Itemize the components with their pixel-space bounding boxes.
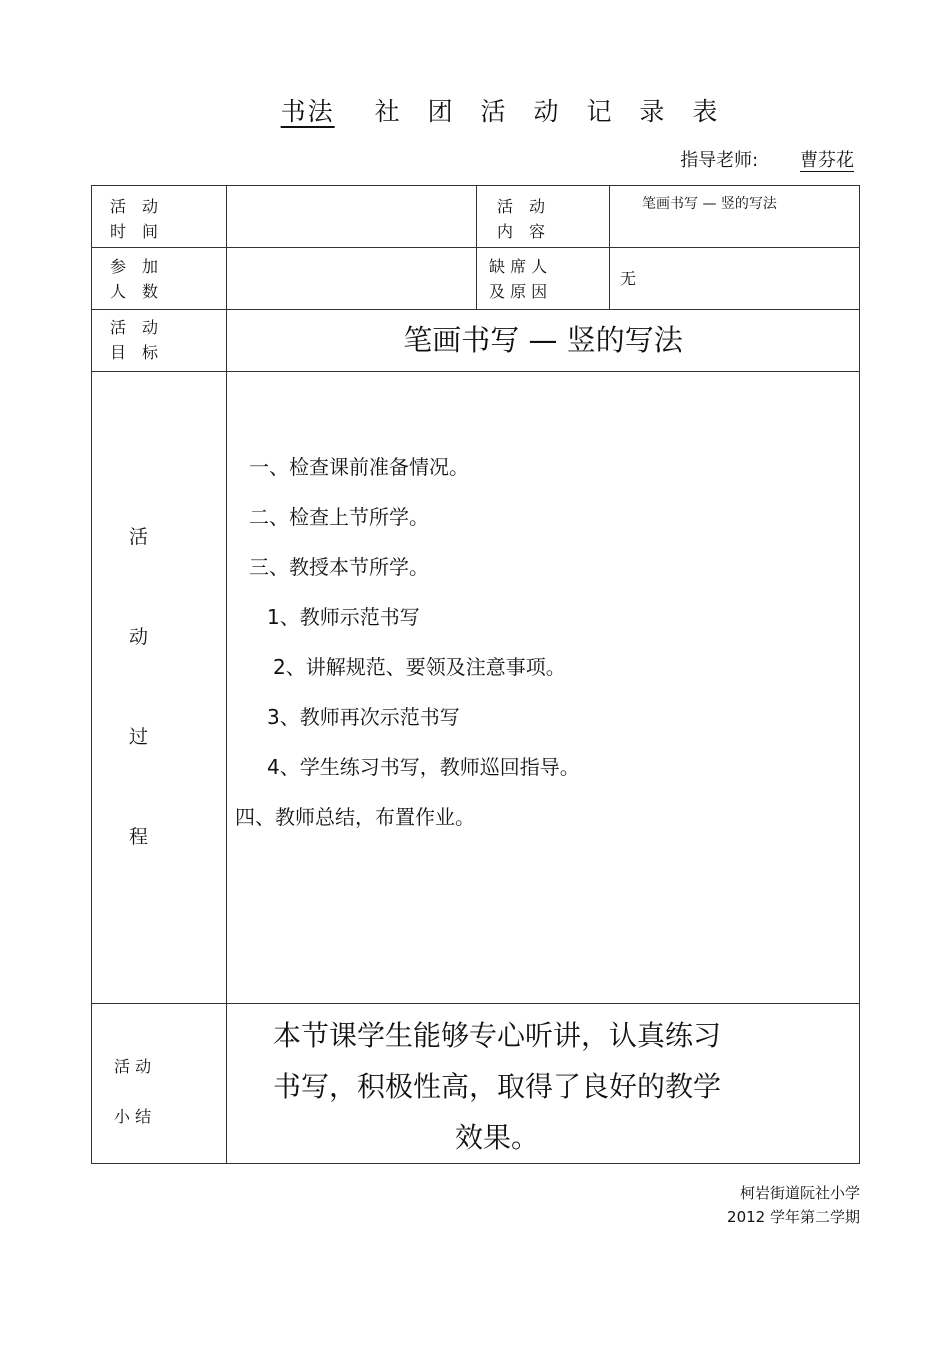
school-name: 柯岩街道阮社小学 xyxy=(739,1184,860,1202)
summary-text-cell xyxy=(227,1004,860,1164)
summary-label-line2: 小 结 xyxy=(114,1107,152,1126)
participants-label-line1: 参 加 xyxy=(110,257,159,276)
record-table xyxy=(91,185,860,1164)
process-step: 四、教师总结，布置作业。 xyxy=(235,805,475,829)
absent-label-line2: 及 原 因 xyxy=(489,282,548,301)
process-steps-cell xyxy=(227,372,860,1004)
process-step: 1、教师示范书写 xyxy=(267,605,420,629)
title-text: 社 团 活 动 记 录 表 xyxy=(374,97,728,126)
process-label-char1: 活 xyxy=(129,526,149,548)
content-label-line2: 内 容 xyxy=(497,222,546,241)
absent-label-cell xyxy=(477,248,610,310)
teacher-name: 曹芬花 xyxy=(800,150,854,171)
process-step: 一、检查课前准备情况。 xyxy=(249,455,469,479)
process-step: 三、教授本节所学。 xyxy=(249,555,429,579)
absent-value-cell: 无 xyxy=(610,248,860,310)
time-label-line1: 活 动 xyxy=(110,197,159,216)
summary-line1: 本节课学生能够专心听讲，认真练习 xyxy=(272,1019,721,1052)
document-title xyxy=(0,92,950,128)
content-value-cell: 笔画书写 — 竖的写法 xyxy=(610,186,860,248)
participants-label-line2: 人 数 xyxy=(110,282,159,301)
summary-label-cell xyxy=(92,1004,227,1164)
process-step: 2、讲解规范、要领及注意事项。 xyxy=(273,655,566,679)
process-step: 二、检查上节所学。 xyxy=(249,505,429,529)
summary-label-line1: 活 动 xyxy=(114,1057,152,1076)
goal-label-line1: 活 动 xyxy=(110,318,159,337)
content-label-line1: 活 动 xyxy=(497,197,546,216)
process-label-char4: 程 xyxy=(129,826,149,848)
summary-line2: 书写，积极性高，取得了良好的教学 xyxy=(272,1070,721,1103)
time-label-line2: 时 间 xyxy=(110,222,159,241)
goal-label-cell xyxy=(92,310,227,372)
time-label-cell xyxy=(92,186,227,248)
process-step: 4、学生练习书写，教师巡回指导。 xyxy=(267,755,580,779)
club-name: 书法 xyxy=(280,97,335,126)
process-label-char2: 动 xyxy=(129,626,149,648)
process-steps-list xyxy=(227,372,859,852)
participants-label-cell xyxy=(92,248,227,310)
goal-label-line2: 目 标 xyxy=(110,343,159,362)
teacher-label: 指导老师: xyxy=(680,150,759,171)
process-label-cell xyxy=(92,372,227,1004)
time-value-cell xyxy=(227,186,477,248)
summary-line3: 效果。 xyxy=(454,1121,539,1154)
teacher-line xyxy=(680,146,868,172)
participants-value-cell xyxy=(227,248,477,310)
footer xyxy=(727,1181,860,1229)
absent-label-line1: 缺 席 人 xyxy=(489,257,548,276)
process-step: 3、教师再次示范书写 xyxy=(267,705,460,729)
term-label: 2012 学年第二学期 xyxy=(727,1208,860,1226)
content-label-cell xyxy=(477,186,610,248)
summary-text xyxy=(227,1004,767,1163)
process-label-char3: 过 xyxy=(129,726,149,748)
goal-value-cell: 笔画书写 — 竖的写法 xyxy=(227,310,860,372)
